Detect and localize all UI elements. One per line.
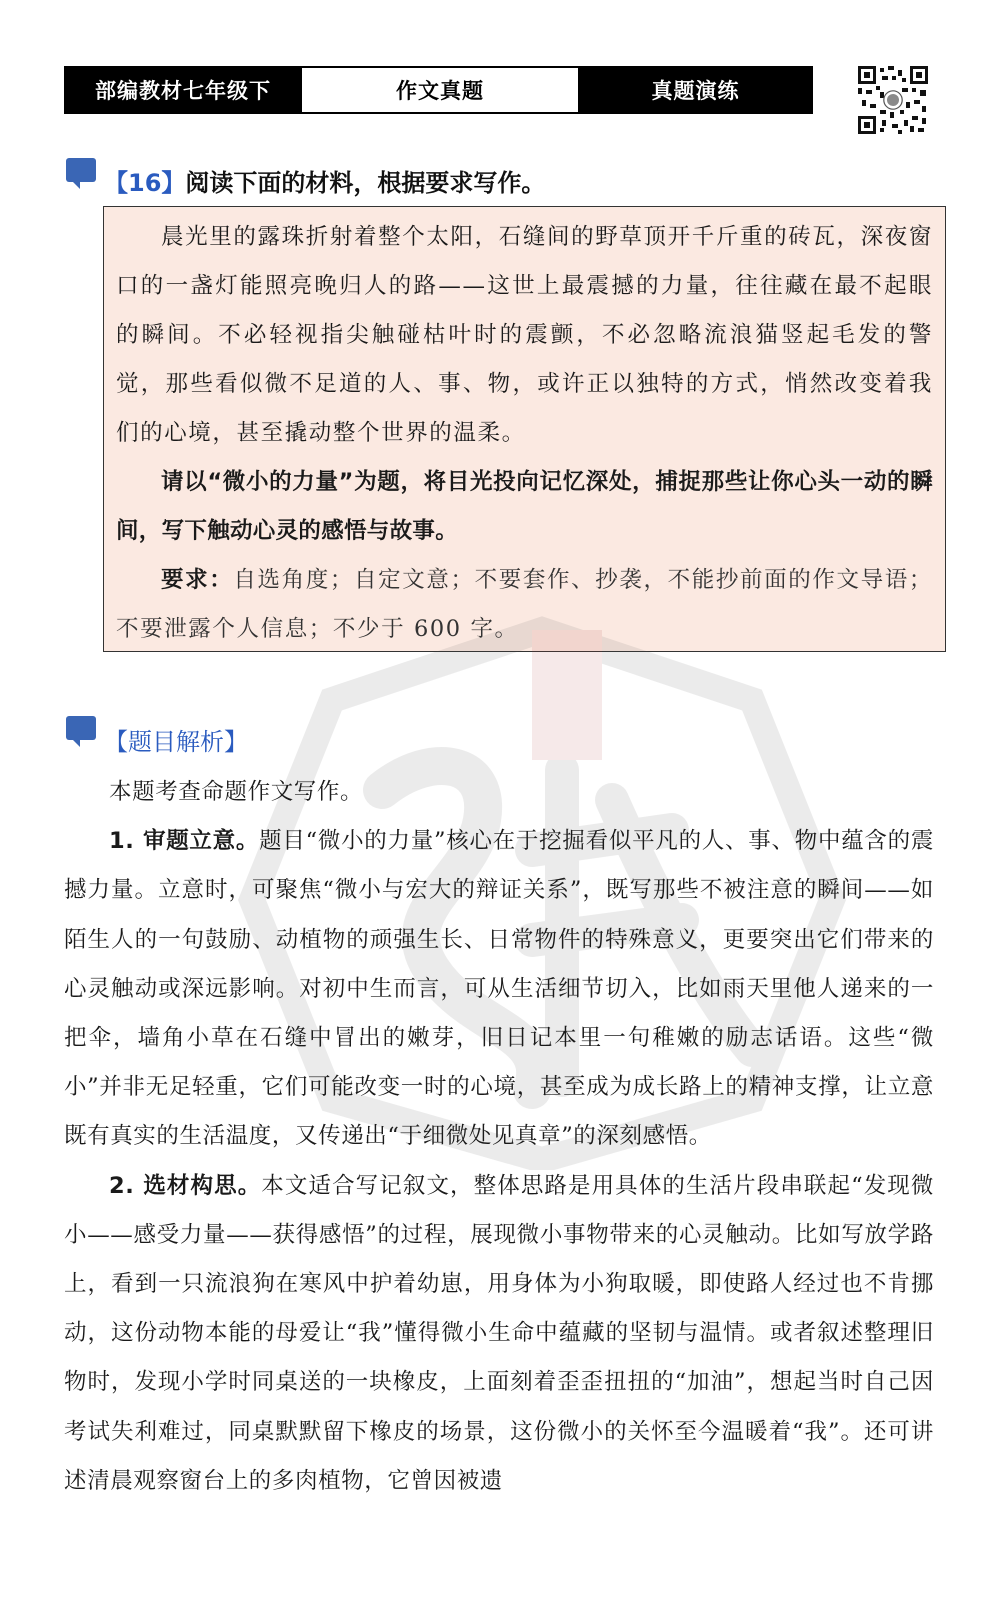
point-1-text: 题目“微小的力量”核心在于挖掘看似平凡的人、事、物中蕴含的震撼力量。立意时，可聚焦“微小与宏大的辩证关系”，既写那些不被注意的瞬间——如陌生人的一句鼓励、动植物的顽强生长、日常物件的特殊意义，更要突出它们带来的心灵触动或深远影响。对初中生而言，可从生活细节切入，比如雨天里他人递来的一把伞，墙角小草在石缝中冒出的嫩芽，旧日记本里一句稚嫩的励志话语。这些“微小”并非无足轻重，它们可能改变一时的心境，甚至成为成长路上的精神支撑，让立意既有真实的生活温度，又传递出“于细微处见真章”的深刻感悟。 (64, 828, 934, 1150)
writing-prompt: 请以“微小的力量”为题，将目光投向记忆深处，捕捉那些让你心头一动的瞬间，写下触动心灵的感悟与故事。 (116, 469, 933, 544)
point-2-text: 本文适合写记叙文，整体思路是用具体的生活片段串联起“发现微小——感受力量——获得感悟”的过程，展现微小事物带来的心灵触动。比如写放学路上，看到一只流浪狗在寒风中护着幼崽，用身体为小狗取暖，即使路人经过也不肯挪动，这份动物本能的母爱让“我”懂得微小生命中蕴藏的坚韧与温情。或者叙述整理旧物时，发现小学时同桌送的一块橡皮，上面刻着歪歪扭扭的“加油”，想起当时自己因考试失利难过，同桌默默留下橡皮的场景，这份微小的关怀至今温暖着“我”。还可讲述清晨观察窗台上的多肉植物，它曾因被遗 (64, 1172, 934, 1494)
header-bar (64, 66, 813, 114)
point-2-lead: 2. 选材构思。 (109, 1172, 262, 1199)
section-bookmark-icon (66, 716, 96, 740)
question-instruction: 阅读下面的材料，根据要求写作。 (185, 169, 546, 197)
section-bookmark-icon (66, 158, 96, 182)
header-textbook-label: 部编教材七年级下 (66, 68, 300, 112)
requirement-label: 要求： (161, 567, 234, 593)
analysis-intro: 本题考查命题作文写作。 (109, 779, 364, 805)
question-title (104, 163, 545, 198)
analysis-point-1 (64, 817, 934, 1161)
header-section-label: 作文真题 (300, 68, 580, 112)
question-number: 【16】 (104, 169, 186, 197)
analysis-title: 【题目解析】 (104, 728, 248, 756)
requirement-text: 自选角度；自定文意；不要套作、抄袭，不能抄前面的作文导语；不要泄露个人信息；不少于 600 字。 (116, 567, 933, 642)
qr-code-icon[interactable] (858, 66, 928, 134)
material-box (103, 206, 946, 652)
analysis-body (64, 768, 934, 1506)
material-paragraph: 晨光里的露珠折射着整个太阳，石缝间的野草顶开千斤重的砖瓦，深夜窗口的一盏灯能照亮晚归人的路——这世上最震撼的力量，往往藏在最不起眼的瞬间。不必轻视指尖触碰枯叶时的震颤，不必忽略流浪猫竖起毛发的警觉，那些看似微不足道的人、事、物，或许正以独特的方式，悄然改变着我们的心境，甚至撬动整个世界的温柔。 (116, 224, 933, 446)
analysis-point-2 (64, 1162, 934, 1506)
point-1-lead: 1. 审题立意。 (109, 828, 260, 855)
writing-requirements (116, 556, 933, 654)
header-practice-label: 真题演练 (580, 68, 811, 112)
